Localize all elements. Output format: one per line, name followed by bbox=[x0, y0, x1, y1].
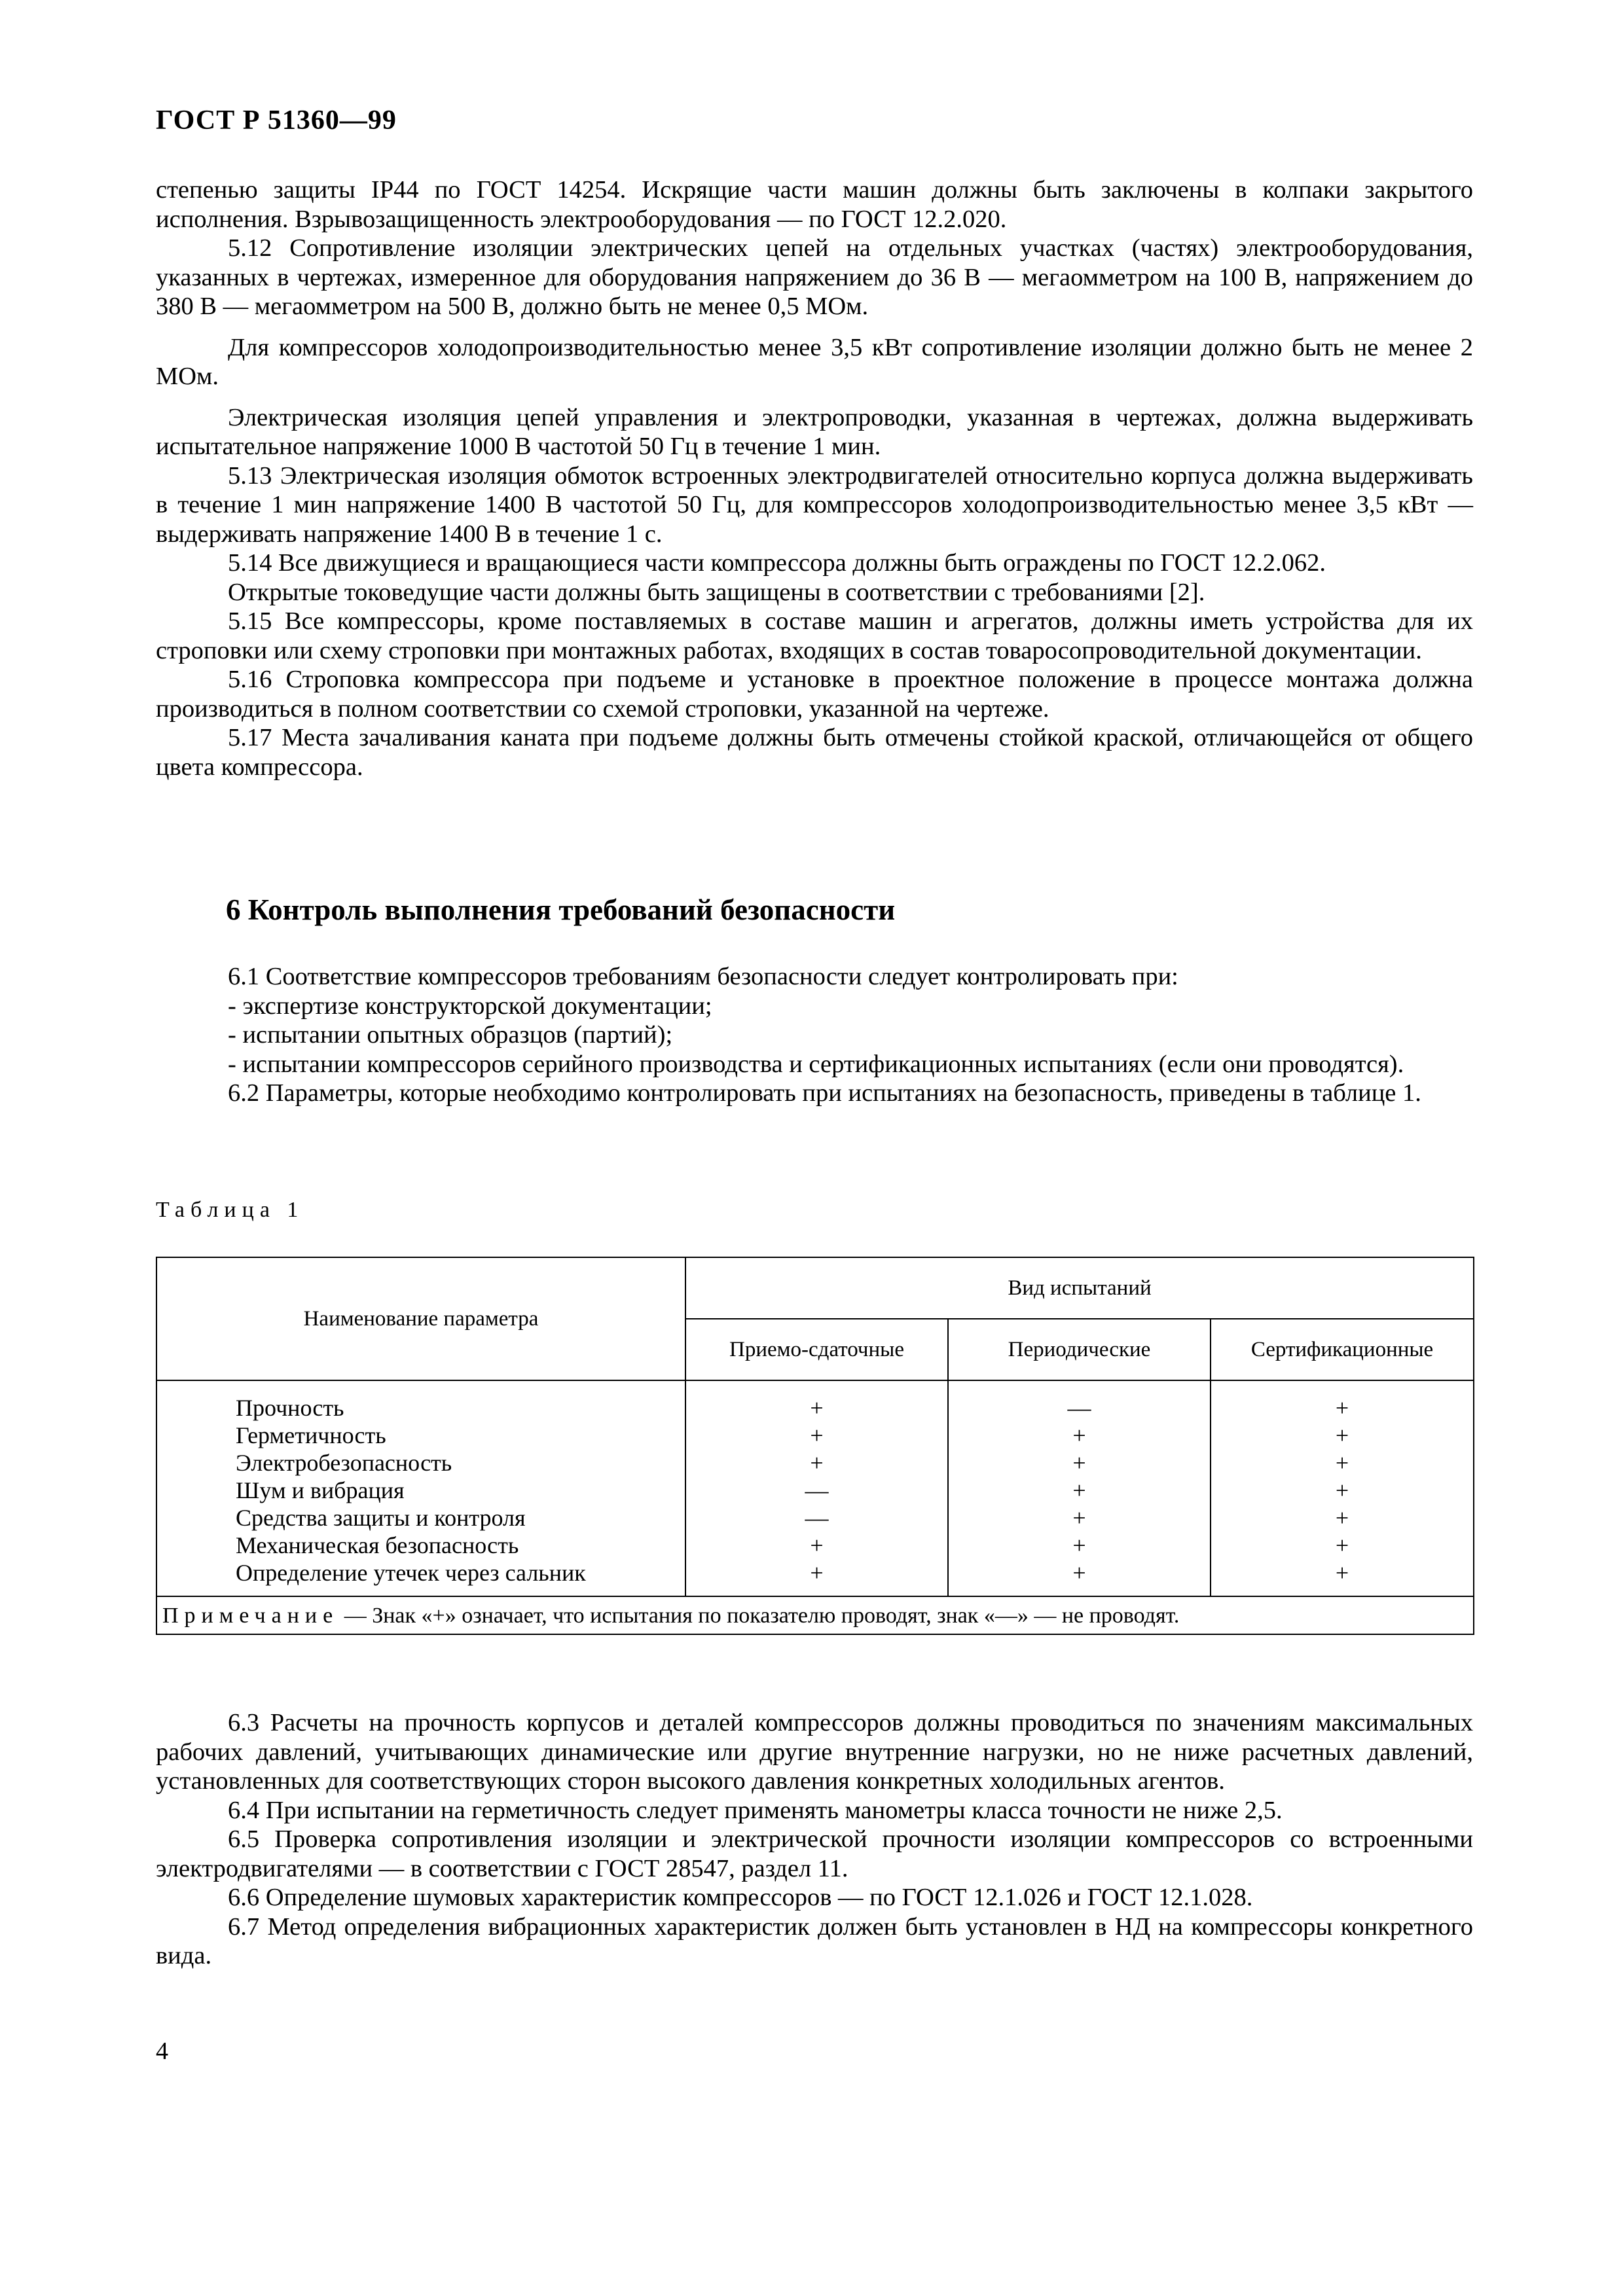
test-parameters-table bbox=[156, 1257, 1474, 1635]
table-cell: + bbox=[810, 1422, 824, 1448]
table-cell: — bbox=[805, 1477, 829, 1503]
table-cell: + bbox=[810, 1395, 824, 1421]
list-item: - испытании опытных образцов (партий); bbox=[228, 1021, 673, 1049]
paragraph: 5.16 Строповка компрессора при подъеме и установке в проектное положение в процессе монтажа должна производиться в полном соответствии со схемой строповки, указанной на чертеже. bbox=[156, 666, 1473, 723]
paragraph: 6.2 Параметры, которые необходимо контролировать при испытаниях на безопасность, приведены в таблице 1. bbox=[228, 1079, 1421, 1107]
note-text: — Знак «+» означает, что испытания по показателю проводят, знак «—» — не проводят. bbox=[344, 1604, 1180, 1628]
body-text-bottom bbox=[156, 1708, 1473, 1971]
table-cell: + bbox=[1335, 1477, 1349, 1503]
table-note bbox=[156, 1596, 1474, 1634]
table-cell: + bbox=[1072, 1450, 1086, 1476]
table-caption: Таблица 1 bbox=[156, 1198, 304, 1222]
section6-body bbox=[156, 962, 1473, 1108]
table-cell: Шум и вибрация bbox=[236, 1477, 405, 1503]
table-cell: + bbox=[810, 1532, 824, 1558]
body-text-top bbox=[156, 175, 1473, 781]
paragraph: 6.3 Расчеты на прочность корпусов и деталей компрессоров должны проводиться по значениям максимальных рабочих давлений, учитывающих динамические или другие внутренние нагрузки, но не ниже расчетных давлений, установленных для соответствующих сторон высокого давления конкретных холодильных агентов. bbox=[156, 1709, 1473, 1795]
table-cell: + bbox=[810, 1560, 824, 1586]
paragraph: 5.15 Все компрессоры, кроме поставляемых в составе машин и агрегатов, должны иметь устройства для их строповки или схему строповки при монтажных работах, входящих в состав товаросопроводительной документации. bbox=[156, 607, 1473, 664]
table-cell: + bbox=[1335, 1422, 1349, 1448]
column-group-header: Вид испытаний bbox=[685, 1257, 1474, 1319]
parameter-names-cell bbox=[156, 1380, 685, 1596]
table-cell: + bbox=[1335, 1560, 1349, 1586]
paragraph: 5.14 Все движущиеся и вращающиеся части компрессора должны быть ограждены по ГОСТ 12.2.062. bbox=[228, 549, 1326, 577]
table-cell: Механическая безопасность bbox=[236, 1532, 519, 1558]
table-cell: + bbox=[1335, 1532, 1349, 1558]
table-cell: + bbox=[1072, 1532, 1086, 1558]
column-header: Периодические bbox=[948, 1319, 1211, 1380]
paragraph: 6.6 Определение шумовых характеристик компрессоров — по ГОСТ 12.1.026 и ГОСТ 12.1.028. bbox=[228, 1884, 1253, 1911]
table-cell: — bbox=[805, 1505, 829, 1531]
column-header: Сертификационные bbox=[1211, 1319, 1474, 1380]
paragraph: 6.7 Метод определения вибрационных характеристик должен быть установлен в НД на компрессоры конкретного вида. bbox=[156, 1912, 1473, 1969]
table-cell: + bbox=[810, 1450, 824, 1476]
paragraph: Открытые токоведущие части должны быть защищены в соответствии с требованиями [2]. bbox=[228, 578, 1205, 606]
page-number: 4 bbox=[156, 2037, 168, 2065]
table-cell: + bbox=[1072, 1560, 1086, 1586]
table-cell: + bbox=[1072, 1422, 1086, 1448]
certification-column-cell bbox=[1211, 1380, 1474, 1596]
paragraph: 5.12 Сопротивление изоляции электрических цепей на отдельных участках (частях) электрооборудования, указанных в чертежах, измеренное для оборудования напряжением до 36 В — мегаомметром на 100 В, напряжением до 380 В — мегаомметром на 500 В, должно быть не менее 0,5 МОм. bbox=[156, 234, 1473, 320]
column-header-parameter: Наименование параметра bbox=[156, 1257, 685, 1380]
section-title: 6 Контроль выполнения требований безопасности bbox=[226, 893, 896, 926]
document-header: ГОСТ Р 51360—99 bbox=[156, 105, 397, 135]
table-cell: + bbox=[1072, 1477, 1086, 1503]
paragraph: 6.4 При испытании на герметичность следует применять манометры класса точности не ниже 2,5. bbox=[228, 1796, 1283, 1824]
paragraph: 5.13 Электрическая изоляция обмоток встроенных электродвигателей относительно корпуса должна выдерживать в течение 1 мин напряжение 1400 В частотой 50 Гц, для компрессоров холодопроизводительностью менее 3,5 кВт — выдерживать напряжение 1400 В в течение 1 с. bbox=[156, 461, 1473, 548]
list-item: - экспертизе конструкторской документации; bbox=[228, 992, 712, 1020]
table-cell: Средства защиты и контроля bbox=[236, 1505, 526, 1531]
paragraph: 5.17 Места зачаливания каната при подъеме должны быть отмечены стойкой краской, отличающейся от общего цвета компрессора. bbox=[156, 724, 1473, 781]
table-cell: + bbox=[1072, 1505, 1086, 1531]
table-cell: Электробезопасность bbox=[236, 1450, 452, 1476]
table-cell: + bbox=[1335, 1505, 1349, 1531]
paragraph: 6.5 Проверка сопротивления изоляции и электрической прочности изоляции компрессоров со встроенными электродвигателями — в соответствии с ГОСТ 28547, раздел 11. bbox=[156, 1825, 1473, 1882]
note-label: Примечание bbox=[162, 1604, 339, 1628]
paragraph: степенью защиты IP44 по ГОСТ 14254. Искрящие части машин должны быть заключены в колпаки закрытого исполнения. Взрывозащищенность электрооборудования — по ГОСТ 12.2.020. bbox=[156, 176, 1473, 233]
paragraph: Электрическая изоляция цепей управления и электропроводки, указанная в чертежах, должна выдерживать испытательное напряжение 1000 В частотой 50 Гц в течение 1 мин. bbox=[156, 403, 1473, 460]
table-cell: Определение утечек через сальник bbox=[236, 1560, 586, 1586]
list-item: - испытании компрессоров серийного производства и сертификационных испытаниях (если они проводятся). bbox=[228, 1050, 1404, 1078]
table-cell: Прочность bbox=[236, 1395, 344, 1421]
column-header: Приемо-сдаточные bbox=[685, 1319, 948, 1380]
table-cell: Герметичность bbox=[236, 1422, 386, 1448]
paragraph: 6.1 Соответствие компрессоров требованиям безопасности следует контролировать при: bbox=[228, 963, 1178, 990]
table-cell: — bbox=[1067, 1395, 1091, 1421]
table-cell: + bbox=[1335, 1395, 1349, 1421]
paragraph: Для компрессоров холодопроизводительностью менее 3,5 кВт сопротивление изоляции должно быть не менее 2 МОм. bbox=[156, 333, 1473, 390]
table-cell: + bbox=[1335, 1450, 1349, 1476]
periodic-column-cell bbox=[948, 1380, 1211, 1596]
acceptance-column-cell bbox=[685, 1380, 948, 1596]
